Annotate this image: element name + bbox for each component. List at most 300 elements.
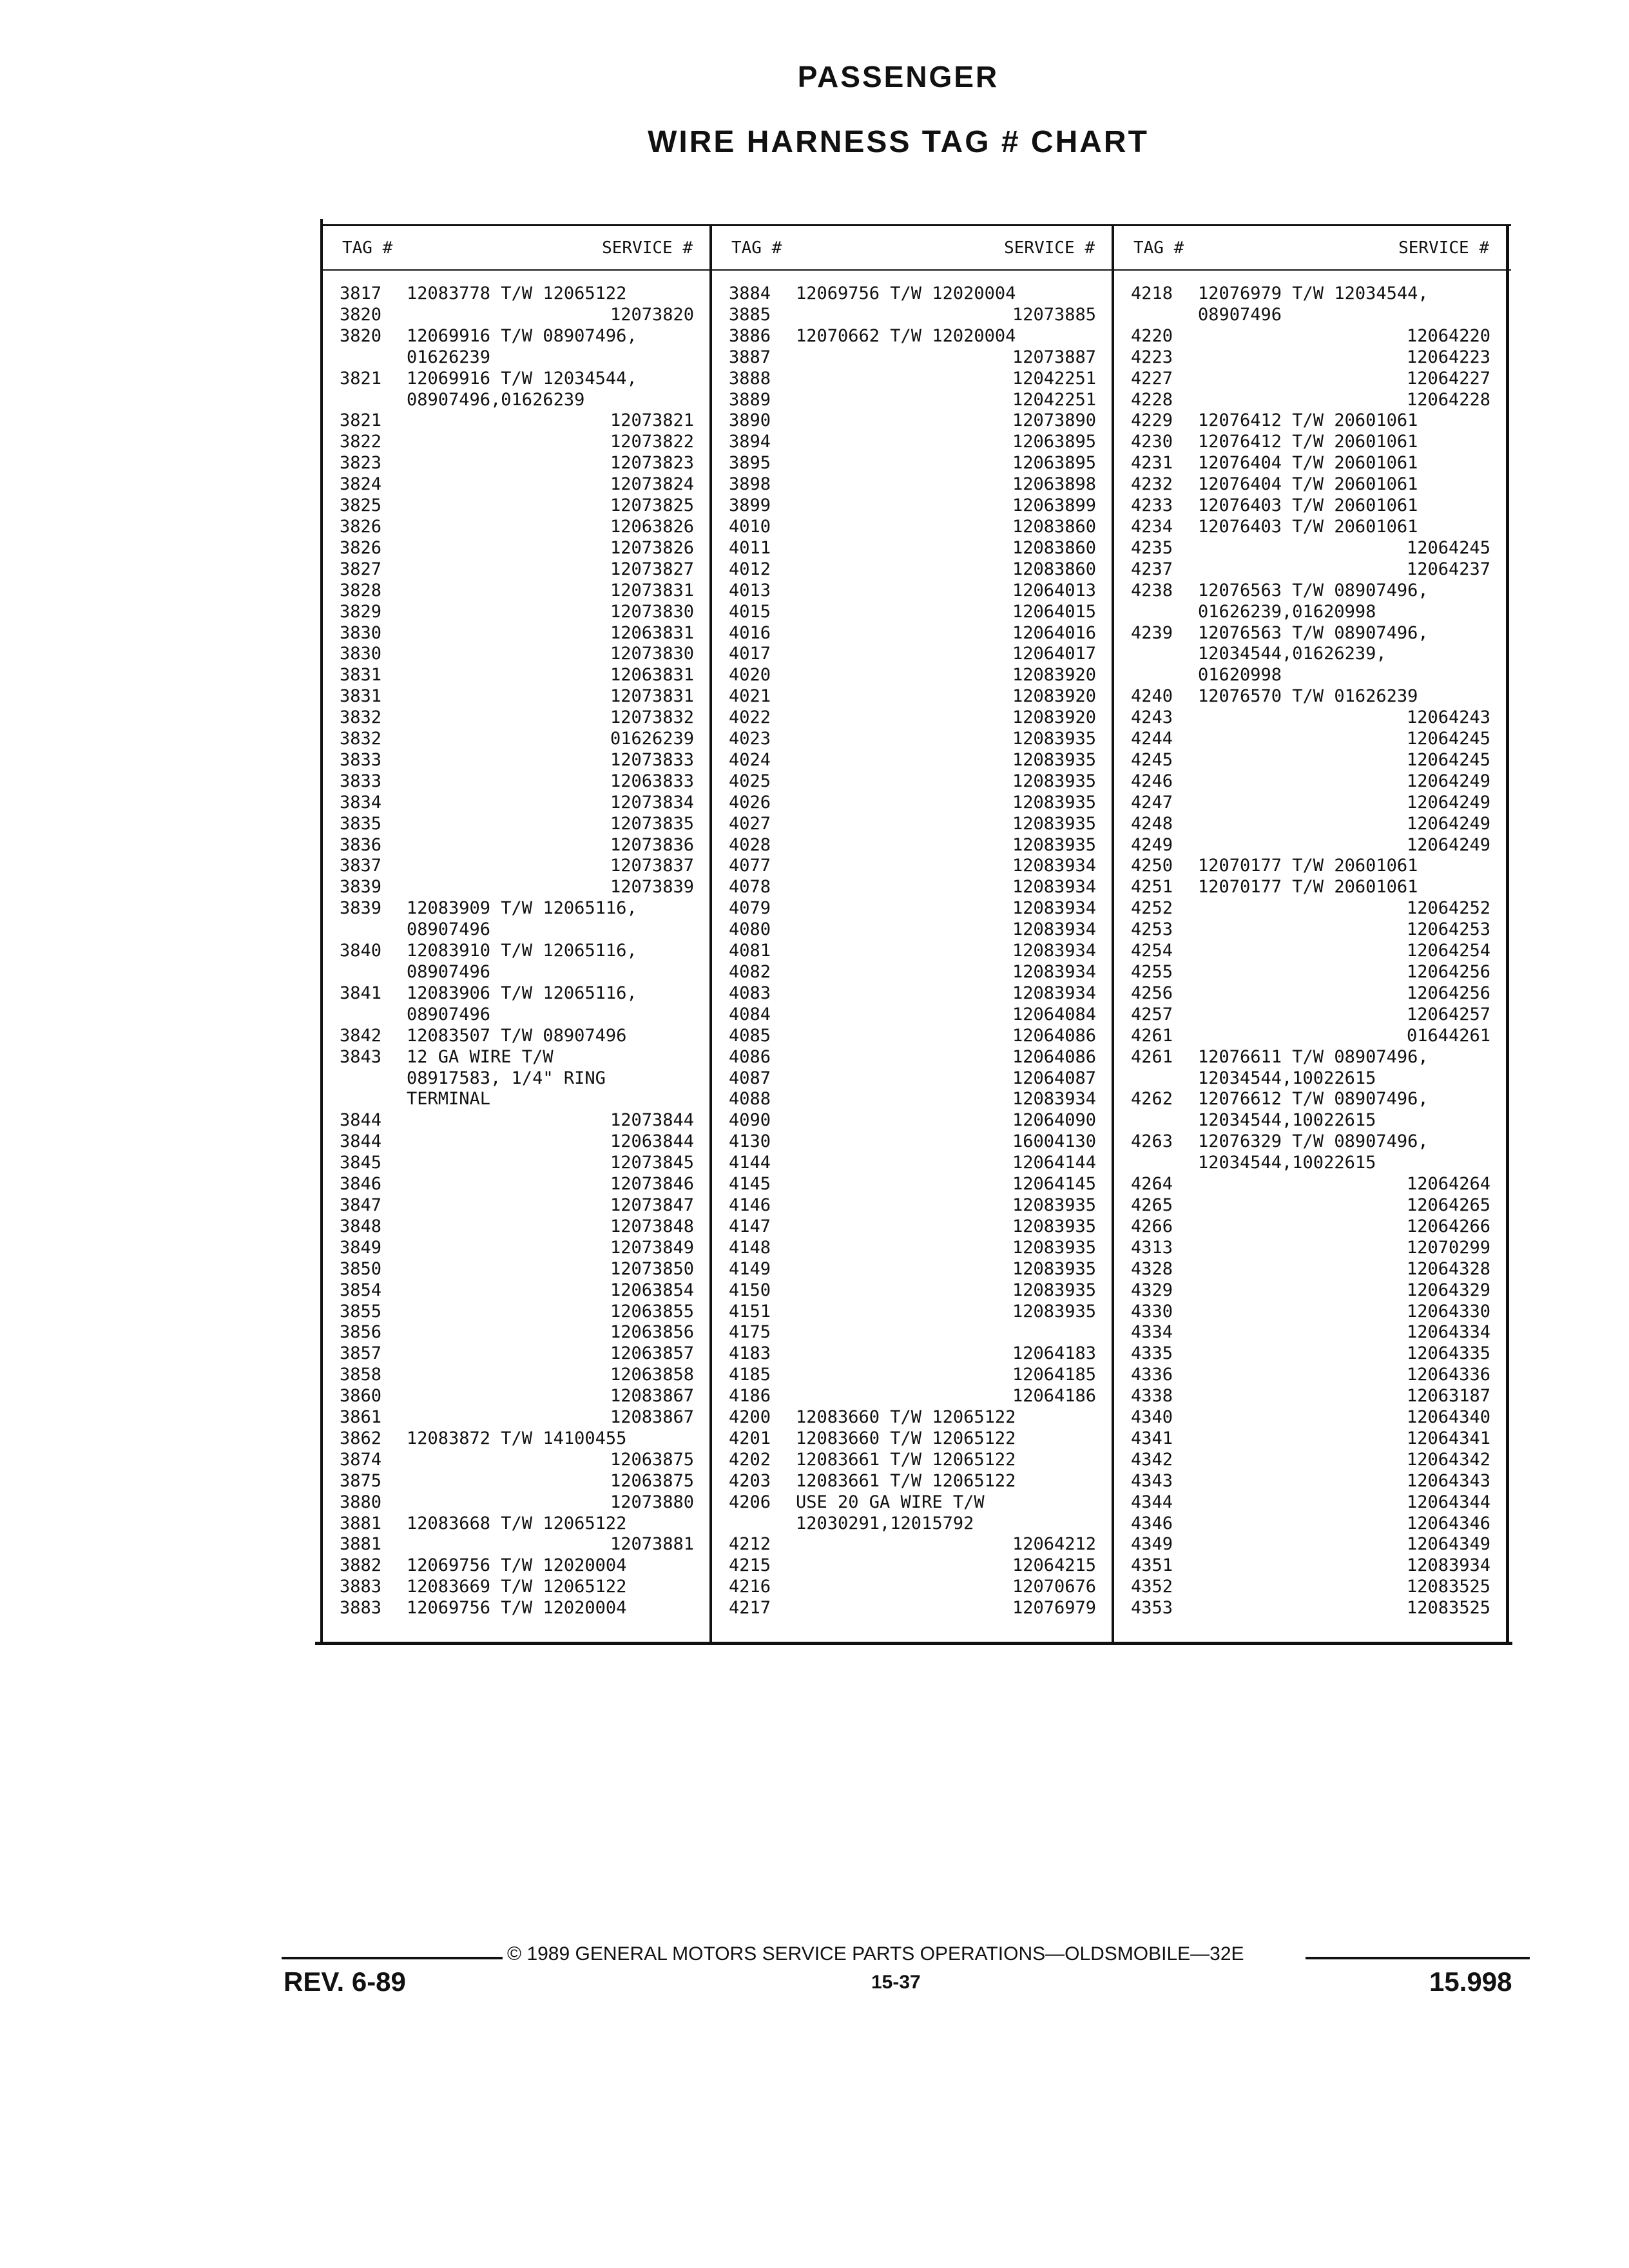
tag-number: 4145	[729, 1174, 771, 1195]
table-row	[1114, 1195, 1506, 1216]
service-cell	[1198, 538, 1506, 559]
service-line: 12063895	[1012, 453, 1096, 474]
table-row	[712, 856, 1112, 877]
service-line: 12073827	[610, 559, 694, 579]
service-line: 12073820	[610, 304, 694, 325]
service-line: 12070177 T/W 20601061	[1198, 877, 1418, 898]
service-cell	[1198, 1322, 1506, 1343]
table-row	[712, 919, 1112, 941]
service-line: 12083867	[610, 1407, 694, 1428]
service-line: 12076412 T/W 20601061	[1198, 410, 1418, 431]
tag-number: 4217	[729, 1598, 771, 1619]
tag-number: 4130	[729, 1131, 771, 1152]
table-row	[712, 793, 1112, 814]
footer-copyright: © 1989 GENERAL MOTORS SERVICE PARTS OPERATIONS—OLDSMOBILE—32E	[507, 1943, 1244, 1965]
service-line: 12064254	[1406, 941, 1490, 961]
service-line: 12083920	[1012, 686, 1096, 707]
tag-number: 3821	[340, 368, 382, 389]
table-row	[712, 1195, 1112, 1216]
service-line: 12064349	[1406, 1534, 1490, 1555]
service-line: 12064341	[1406, 1428, 1490, 1448]
service-line: 12076329 T/W 08907496,	[1198, 1131, 1429, 1152]
tag-number: 4012	[729, 559, 771, 579]
service-line: 12064145	[1012, 1174, 1096, 1195]
table-row	[712, 750, 1112, 771]
tag-number: 4148	[729, 1237, 771, 1258]
service-cell	[407, 1386, 709, 1407]
tag-number: 4261	[1131, 1046, 1173, 1067]
service-cell	[407, 453, 709, 474]
table-row	[323, 983, 709, 1026]
service-line: 12073881	[610, 1534, 694, 1555]
table-row	[323, 1026, 709, 1047]
table-row	[712, 1280, 1112, 1302]
tag-number: 4220	[1131, 325, 1173, 346]
service-line: 12064342	[1406, 1449, 1490, 1470]
tag-number: 4245	[1131, 749, 1173, 770]
footer-section-number: 15.998	[1429, 1966, 1512, 1997]
service-line: 12083935	[1012, 749, 1096, 770]
service-cell	[407, 729, 709, 750]
service-cell	[407, 1026, 709, 1047]
service-line: 12073830	[610, 601, 694, 622]
table-row	[323, 835, 709, 856]
table-row	[1114, 898, 1506, 919]
page-title-chart: WIRE HARNESS TAG # CHART	[648, 125, 1149, 159]
tag-number: 4144	[729, 1153, 771, 1173]
service-cell	[407, 1514, 709, 1535]
tag-number: 3882	[340, 1555, 382, 1576]
tag-number: 4341	[1131, 1428, 1173, 1448]
service-line: 12064245	[1406, 749, 1490, 770]
tag-number: 3843	[340, 1046, 382, 1067]
service-line: 12063831	[610, 622, 694, 643]
service-cell	[796, 877, 1112, 898]
service-cell	[796, 284, 1112, 305]
service-line: 12063826	[610, 516, 694, 537]
service-cell	[796, 686, 1112, 707]
service-cell	[407, 771, 709, 793]
service-cell	[407, 326, 709, 369]
table-row	[1114, 326, 1506, 347]
service-line: 12064334	[1406, 1322, 1490, 1343]
service-cell	[796, 432, 1112, 453]
tag-number: 4352	[1131, 1577, 1173, 1597]
service-line: 12083920	[1012, 707, 1096, 728]
service-cell	[407, 1428, 709, 1450]
service-line: 12073831	[610, 686, 694, 707]
service-line: 12076404 T/W 20601061	[1198, 474, 1418, 495]
table-row	[323, 1514, 709, 1535]
service-line: 12073823	[610, 453, 694, 474]
service-cell	[796, 1131, 1112, 1153]
tag-number: 4263	[1131, 1131, 1173, 1152]
tag-number: 3831	[340, 686, 382, 707]
tag-number: 4026	[729, 792, 771, 812]
service-cell	[407, 1492, 709, 1514]
service-cell	[407, 517, 709, 538]
table-row	[712, 1259, 1112, 1280]
tag-number: 4080	[729, 919, 771, 940]
service-cell	[796, 1598, 1112, 1619]
service-cell	[1198, 1216, 1506, 1238]
service-cell	[796, 1450, 1112, 1471]
service-line: 12083935	[1012, 1280, 1096, 1300]
service-cell	[407, 1365, 709, 1386]
table-row	[323, 941, 709, 983]
service-line: 01626239	[407, 347, 491, 367]
tag-number: 3850	[340, 1258, 382, 1279]
tag-number: 4147	[729, 1216, 771, 1236]
service-line: 12083935	[1012, 792, 1096, 812]
service-line: 12070177 T/W 20601061	[1198, 856, 1418, 876]
service-cell	[1198, 347, 1506, 369]
table-row	[712, 1598, 1112, 1619]
table-row	[712, 453, 1112, 474]
table-row	[323, 474, 709, 495]
service-cell	[796, 538, 1112, 559]
service-cell	[796, 474, 1112, 495]
service-line: 12064343	[1406, 1470, 1490, 1491]
table-row	[1114, 1492, 1506, 1514]
service-line: 12064245	[1406, 729, 1490, 749]
service-line: 12073880	[610, 1492, 694, 1512]
tag-header: TAG #	[1133, 238, 1184, 258]
tag-number: 4338	[1131, 1386, 1173, 1407]
tag-number: 3825	[340, 495, 382, 516]
tag-number: 3846	[340, 1174, 382, 1195]
tag-number: 4021	[729, 686, 771, 707]
service-line: 08907496	[407, 1004, 491, 1024]
service-cell	[1198, 326, 1506, 347]
service-cell	[796, 305, 1112, 326]
tag-number: 4243	[1131, 707, 1173, 728]
service-cell	[796, 1577, 1112, 1598]
table-row	[712, 898, 1112, 919]
table-row	[1114, 1131, 1506, 1174]
service-line: 08907496	[1198, 304, 1282, 325]
table-row	[323, 729, 709, 750]
service-line: 12064330	[1406, 1301, 1490, 1321]
service-cell	[1198, 1238, 1506, 1259]
service-line: 12083661 T/W 12065122	[796, 1470, 1016, 1491]
tag-number: 4020	[729, 665, 771, 686]
table-row	[712, 1450, 1112, 1471]
table-row	[323, 517, 709, 538]
tag-number: 4218	[1131, 284, 1173, 303]
tag-number: 3848	[340, 1216, 382, 1236]
service-cell	[796, 623, 1112, 644]
service-line: 12073825	[610, 495, 694, 516]
service-cell	[796, 559, 1112, 581]
tag-number: 3883	[340, 1577, 382, 1597]
service-line: 12064212	[1012, 1534, 1096, 1555]
service-cell	[796, 1153, 1112, 1174]
tag-number: 3895	[729, 453, 771, 474]
service-line: 12073834	[610, 792, 694, 812]
table-row	[1114, 581, 1506, 623]
service-line: 12034544,10022615	[1198, 1110, 1376, 1131]
table-row	[712, 1047, 1112, 1068]
service-line: 12083934	[1406, 1555, 1490, 1576]
table-row	[712, 432, 1112, 453]
service-line: 12064215	[1012, 1555, 1096, 1576]
table-row	[323, 1131, 709, 1153]
table-row	[323, 581, 709, 602]
service-cell	[1198, 581, 1506, 623]
tag-number: 3875	[340, 1470, 382, 1491]
service-line: 12063858	[610, 1365, 694, 1385]
table-row	[1114, 1302, 1506, 1323]
service-cell	[1198, 1131, 1506, 1174]
table-row	[712, 877, 1112, 898]
service-cell	[407, 495, 709, 517]
service-cell	[796, 1280, 1112, 1302]
tag-number: 4230	[1131, 432, 1173, 452]
service-cell	[1198, 983, 1506, 1004]
service-cell	[1198, 453, 1506, 474]
tag-number: 4257	[1131, 1004, 1173, 1024]
table-right-rule	[1506, 224, 1509, 1643]
service-cell	[407, 1450, 709, 1471]
service-line: 12063855	[610, 1301, 694, 1321]
service-cell	[796, 1026, 1112, 1047]
table-row	[323, 1386, 709, 1407]
service-cell	[407, 1153, 709, 1174]
service-cell	[407, 1216, 709, 1238]
table-row	[1114, 707, 1506, 729]
tag-number: 4340	[1131, 1407, 1173, 1428]
service-cell	[1198, 1302, 1506, 1323]
footer-rule-left	[282, 1957, 503, 1959]
service-line: 12064017	[1012, 644, 1096, 664]
table-row	[712, 1153, 1112, 1174]
service-line: 12063899	[1012, 495, 1096, 516]
tag-number: 3832	[340, 707, 382, 728]
service-line: 12064344	[1406, 1492, 1490, 1512]
tag-number: 3835	[340, 813, 382, 834]
table-row	[1114, 432, 1506, 453]
service-line: 12083935	[1012, 771, 1096, 791]
tag-number: 3845	[340, 1153, 382, 1173]
table-row	[323, 1322, 709, 1343]
tag-number: 4183	[729, 1343, 771, 1364]
table-row	[1114, 1534, 1506, 1555]
table-row	[1114, 284, 1506, 326]
service-line: 01644261	[1406, 1025, 1490, 1046]
tag-number: 3839	[340, 877, 382, 898]
service-cell	[796, 1068, 1112, 1090]
tag-header: TAG #	[731, 238, 782, 258]
service-line: 12064183	[1012, 1343, 1096, 1364]
service-cell	[1198, 686, 1506, 707]
service-cell	[407, 835, 709, 856]
tag-number: 3887	[729, 347, 771, 367]
service-cell	[796, 962, 1112, 983]
tag-number: 4235	[1131, 537, 1173, 558]
table-row	[323, 877, 709, 898]
table-row	[712, 369, 1112, 390]
tag-number: 3847	[340, 1195, 382, 1215]
tag-number: 4249	[1131, 834, 1173, 855]
service-line: 12076979	[1012, 1598, 1096, 1619]
service-cell	[407, 1259, 709, 1280]
table-row	[1114, 1238, 1506, 1259]
service-cell	[1198, 707, 1506, 729]
table-row	[323, 559, 709, 581]
tag-number: 4246	[1131, 771, 1173, 791]
tag-number: 4329	[1131, 1280, 1173, 1300]
tag-number: 3823	[340, 453, 382, 474]
service-cell	[407, 898, 709, 941]
tag-number: 3898	[729, 474, 771, 495]
table-row	[1114, 369, 1506, 390]
tag-header: TAG #	[342, 238, 393, 258]
service-line: 12064084	[1012, 1004, 1096, 1024]
table-row	[712, 665, 1112, 686]
table-row	[712, 1068, 1112, 1090]
service-cell	[407, 750, 709, 771]
tag-number: 3822	[340, 432, 382, 452]
service-cell	[796, 856, 1112, 877]
service-line: 12073846	[610, 1174, 694, 1195]
table-row	[323, 1407, 709, 1428]
service-cell	[407, 581, 709, 602]
service-line: 12064243	[1406, 707, 1490, 728]
table-row	[323, 284, 709, 305]
service-cell	[1198, 390, 1506, 411]
table-column-2	[712, 219, 1112, 1642]
footer-rule-right	[1306, 1957, 1530, 1959]
service-cell	[1198, 369, 1506, 390]
service-cell	[407, 856, 709, 877]
tag-number: 4255	[1131, 962, 1173, 982]
service-cell	[407, 1322, 709, 1343]
tag-number: 4342	[1131, 1449, 1173, 1470]
table-row	[323, 453, 709, 474]
table-row	[712, 623, 1112, 644]
table-row	[323, 1492, 709, 1514]
service-line: 12064346	[1406, 1513, 1490, 1533]
service-cell	[796, 1365, 1112, 1386]
tag-number: 3894	[729, 432, 771, 452]
service-line: 12063187	[1406, 1386, 1490, 1407]
table-row	[712, 474, 1112, 495]
table-row	[1114, 1026, 1506, 1047]
service-line: 12063844	[610, 1131, 694, 1152]
tag-number: 4251	[1131, 877, 1173, 898]
tag-number: 4234	[1131, 516, 1173, 537]
service-line: 12073887	[1012, 347, 1096, 367]
column-rows	[323, 284, 709, 1619]
table-row	[323, 602, 709, 623]
service-cell	[1198, 517, 1506, 538]
table-row	[1114, 729, 1506, 750]
service-cell	[796, 707, 1112, 729]
page-title-passenger: PASSENGER	[797, 60, 999, 93]
table-row	[323, 1450, 709, 1471]
service-cell	[796, 1492, 1112, 1535]
table-row	[323, 1110, 709, 1131]
table-row	[323, 750, 709, 771]
tag-number: 4227	[1131, 368, 1173, 389]
service-line: 12076612 T/W 08907496,	[1198, 1089, 1429, 1110]
service-cell	[1198, 432, 1506, 453]
service-cell	[796, 1322, 1112, 1343]
service-cell	[1198, 1280, 1506, 1302]
service-line: 12064253	[1406, 919, 1490, 940]
table-row	[712, 1238, 1112, 1259]
service-line: 12034544,10022615	[1198, 1068, 1376, 1088]
tag-number: 4231	[1131, 453, 1173, 474]
tag-number: 4265	[1131, 1195, 1173, 1215]
service-cell	[796, 369, 1112, 390]
service-line: 12073885	[1012, 304, 1096, 325]
table-row	[323, 326, 709, 369]
tag-number: 3861	[340, 1407, 382, 1428]
service-cell	[796, 729, 1112, 750]
tag-number: 4203	[729, 1470, 771, 1491]
service-line: 12063831	[610, 665, 694, 686]
service-line: 12083860	[1012, 516, 1096, 537]
service-cell	[1198, 1004, 1506, 1026]
tag-number: 3849	[340, 1237, 382, 1258]
table-row	[1114, 474, 1506, 495]
tag-number: 3833	[340, 749, 382, 770]
service-line: 12076979 T/W 12034544,	[1198, 284, 1429, 303]
service-cell	[796, 602, 1112, 623]
table-row	[712, 1555, 1112, 1577]
service-cell	[407, 284, 709, 305]
service-line: 12083935	[1012, 834, 1096, 855]
service-line: 12083934	[1012, 983, 1096, 1003]
service-cell	[1198, 898, 1506, 919]
service-cell	[407, 1174, 709, 1195]
table-row	[323, 432, 709, 453]
table-column-1	[323, 219, 709, 1642]
table-row	[1114, 517, 1506, 538]
service-cell	[1198, 1407, 1506, 1428]
service-line: 12083935	[1012, 1301, 1096, 1321]
tag-number: 4349	[1131, 1534, 1173, 1555]
service-line: 12083934	[1012, 898, 1096, 919]
footer-page-number: 15-37	[871, 1972, 921, 1993]
table-row	[1114, 1386, 1506, 1407]
tag-number: 4016	[729, 622, 771, 643]
service-line: 12064336	[1406, 1365, 1490, 1385]
service-line: 12083935	[1012, 1258, 1096, 1279]
tag-number: 3889	[729, 389, 771, 410]
tag-number: 4011	[729, 537, 771, 558]
service-line: 12042251	[1012, 368, 1096, 389]
tag-number: 4343	[1131, 1470, 1173, 1491]
service-line: 12073826	[610, 537, 694, 558]
service-cell	[1198, 410, 1506, 432]
table-row	[323, 814, 709, 835]
service-line: 12073831	[610, 580, 694, 601]
tag-number: 3857	[340, 1343, 382, 1364]
tag-number: 4086	[729, 1046, 771, 1067]
table-column-3	[1114, 219, 1506, 1642]
table-row	[323, 1280, 709, 1302]
service-line: 12069756 T/W 12020004	[407, 1555, 627, 1576]
tag-number: 3831	[340, 665, 382, 686]
table-row	[323, 686, 709, 707]
table-row	[1114, 686, 1506, 707]
service-cell	[796, 581, 1112, 602]
table-bottom-rule	[315, 1642, 1512, 1645]
table-row	[323, 1343, 709, 1365]
